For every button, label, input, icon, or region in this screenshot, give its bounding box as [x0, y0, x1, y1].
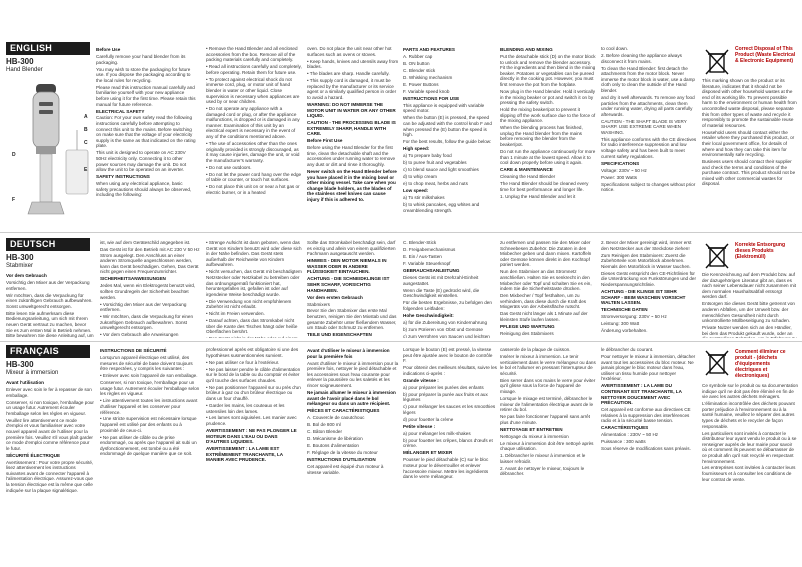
- en-eco-title: Correct Disposal of This Product (Waste Electrical & Electronic Equipment): [735, 46, 796, 64]
- paragraph: When the blending process has finished, unplug the Hand blender from the mains before removing the blender from the beaker/pot.: [500, 125, 583, 148]
- paragraph: • Lire attentivement toutes les instructions avant d'utiliser l'appareil et les conserver pour référence.: [100, 398, 198, 415]
- paragraph: Entsorgen Sie dieses Gerät bitte getrennt von anderen Abfällen, um der Umwelt bzw. der menschlichen Gesundheit nicht durch unkontrollierte Müllbeseitigung zu schaden.: [702, 301, 795, 324]
- paragraph: Zum Reinigen des Stabmixers: Zuerst die Zubehörteile vom Motorblock abnehmen. Niemals den Motorblock in Wasser tauchen.: [601, 252, 691, 269]
- paragraph: Reinigung des Stabmixers: [500, 330, 554, 336]
- paragraph: zu entfernen und passen Sie den Mixer oder Schneebesen Zubehör. Die Zutaten in den Mixbecher geben und dann mixen. Kartoffeln oder Gemüse können direkt in den Kochtopf püriert werden.: [500, 240, 592, 268]
- paragraph: 2. Before cleaning the appliance always disconnect it from mains.: [601, 52, 682, 64]
- paragraph: a) für die Zubereitung von Kindernahrung: [403, 319, 488, 325]
- weee-bin-icon: [702, 46, 732, 76]
- section-heading: ELECTRICAL SAFETY: [96, 108, 145, 114]
- section-heading: INSTRUCTIONS D'UTILISATION: [307, 457, 376, 462]
- section-heading: AVERTISSEMENT : LA LAME EST EXTRÊMEMENT TRANCHANTE, LA MANIER AVEC PRUDENCE.: [206, 446, 283, 463]
- section-heading: Vor dem ersten Gebrauch: [307, 294, 363, 300]
- paragraph: Nettoyage du mixeur à immersion: [500, 433, 569, 439]
- de-column-8: [702, 272, 798, 338]
- paragraph: Stabmixers: [307, 301, 330, 307]
- product-name: Stabmixer: [6, 263, 34, 269]
- de-column-5: [403, 240, 497, 338]
- paragraph: • Ne pas laisser pendre le câble d'alimentation sur le bord de la table ou du comptoir et éviter qu'il touche des surfaces chaudes.: [206, 366, 301, 383]
- paragraph: Nun den Stabmixer an das Stromnetz anschließen. Halten Sie es senkrecht in den Mixbecher oder Topf und schalten Sie es ein, indem Sie die Sicherheitstaste drücken.: [500, 269, 592, 292]
- paragraph: Enlever avec soin le fer à repasser de son emballage.: [6, 386, 92, 398]
- section-heading: Never switch on the Hand Blender before you have placed it in the mixing bowl or other mixing vessel. Take care when you change blade holders, as the blades of the stainless steel knives can cause injury if this is adhered to.: [307, 169, 397, 202]
- paragraph: [206, 336, 302, 338]
- paragraph: 1. Débrancher le mixeur à immersion et le laisser refroidir.: [500, 453, 586, 464]
- section-francais: [0, 345, 802, 567]
- paragraph: L'élimination incontrôlée des déchets pouvant porter préjudice à l'environnement ou à la santé humaine, veuillez le séparer des autres types de déchets et le recycler de façon responsable.: [702, 401, 795, 429]
- paragraph: • Ne pas utiliser ce four à l'extérieur.: [206, 359, 280, 365]
- fr-eco-title: Comment éliminer ce produit - (déchets d'équipements électriques et électroniques): [735, 349, 786, 379]
- section-heading: WARNING: DO NOT IMMERSE THE MOTOR UNIT IN WATER OR ANY OTHER LIQUID.: [307, 101, 396, 119]
- paragraph: • Nicht im Freien verwenden.: [206, 311, 265, 317]
- section-heading: Vor dem Gebrauch: [6, 273, 47, 278]
- section-heading: Ne jamais allumer le mixeur à immersion avant de l'avoir placé dans le bol mélangeur ou dans un autre récipient.: [307, 389, 396, 407]
- paragraph: Voltage: 230V ~ 50 Hz: [601, 167, 647, 173]
- paragraph: • The use of accessories other than the ones originally provided is strongly discouraged, as it may cause injuries, damage the unit, or void the manufacturer's warranty.: [206, 141, 300, 163]
- weee-bin-icon: [702, 240, 732, 270]
- paragraph: • Do not use outdoors.: [206, 164, 252, 170]
- paragraph: Sollte das Stromkabel beschädigt sein, darf es einzig und allein von einem qualifizierten Fachmann ausgetauscht werden.: [307, 240, 396, 257]
- product-name: Hand Blender: [6, 67, 43, 73]
- paragraph: Ce symbole sur le produit ou sa documentation indique qu'il ne doit pas être éliminé en fin de vie avec les autres déchets ménagers.: [702, 383, 798, 400]
- section-heading: ACHTUNG - DIE KLINGE IST SEHR SCHARF - BEIM WASCHEN VORSICHT WALTEN LASSEN.: [601, 288, 686, 306]
- paragraph: Das Gerät nicht länger als 1 Minute auf der kleinsten Stufe laufen lassen.: [500, 311, 588, 322]
- part-label-d: D: [12, 152, 16, 158]
- paragraph: c) to blend sauce and light smoothies: [403, 167, 479, 173]
- paragraph: Les entreprises sont invitées à contacter leurs fournisseurs et à consulter les conditions de leur contrat de vente.: [702, 465, 796, 482]
- section-heading: CAUTION - THE PROCESSING BLADE IS EXTREMELY SHARP, HANDLE WITH CARE.: [307, 120, 396, 137]
- paragraph: Cet appareil est équipé d'un moteur à vitesse variable.: [307, 463, 384, 475]
- paragraph: Alimentation : 230V ~ 50 Hz: [601, 432, 659, 438]
- fr-column-3: [206, 347, 302, 565]
- hand-blender-illustration: [6, 80, 94, 230]
- paragraph: F. Réglage de la vitesse du moteur: [307, 450, 378, 456]
- fr-column-8: [702, 383, 798, 565]
- paragraph: Bitte lesen Sie aufmerksam diese Bedienungsanleitung, um sich mit Ihrem neuen Gerät vertraut zu machen, bevor Sie es zum ersten Mal in Betrieb nehmen. Bitte bewahren Sie diese Anleitung auf, um: [6, 310, 94, 338]
- fr-column-5: [403, 347, 497, 565]
- paragraph: • Enlever avec soin l'appareil de son emballage.: [100, 373, 198, 379]
- paragraph: This appliance conforms with the CE directives for radio interference suppression and low voltage safety and has been built to meet current safety regulations.: [601, 136, 697, 159]
- paragraph: Puissance : 300 watts: [601, 439, 646, 445]
- paragraph: Before using the Hand Blender for the first time, clean the detachable shaft and the accessories under running water to remove any dust or dirt and rinse it thoroughly.: [307, 145, 396, 168]
- de-column-7: [601, 240, 697, 338]
- paragraph: Conserver, si non toxique, l'emballage pour un usage futur. Autrement écouler l'emballage selon les règles en vigueur.: [6, 399, 94, 416]
- paragraph: Business users should contact their supplier and check the terms and conditions of the purchase contract. This product should not be mixed with other commercial wastes for disposal.: [702, 159, 796, 187]
- paragraph: Private Nutzer wenden sich an den Händler, bei dem das Produkt gekauft wurde, oder an: [702, 325, 793, 336]
- paragraph: Wenn die Taste (E) gedrückt wird, die Geschwindigkeit einstellen.: [403, 287, 480, 299]
- en-column-6: [601, 46, 697, 226]
- section-heading: PARTS AND FEATURES: [403, 47, 455, 52]
- fr-column-7: [601, 347, 697, 565]
- paragraph: Leistung: 300 Watt: [601, 321, 640, 327]
- section-heading: BLENDING AND MIXING: [500, 47, 553, 52]
- paragraph: Pour obtenir des meilleurs résultats, suivre les indications ci-après :: [403, 365, 497, 376]
- section-heading: TEILE UND EIGENSCHAFTEN: [307, 332, 372, 338]
- paragraph: Wir möchten, dass die Verpackung für einen zukünftigen Gebrauch aufbewahren. Sonst umweltgerecht entsorgen.: [6, 292, 93, 309]
- paragraph: To clean the Hand Blender: first detach the attachments from the motor block. Never immerse the motor block in water, use a damp cloth only to clean the outside of the Hand blender.: [601, 65, 695, 93]
- paragraph: This marking shown on the product or its literature, indicates that it should not be disposed with other household wastes at the end of its working life. To prevent possible harm to the environment or human health from uncontrolled waste disposal, please separate this from other types of waste and recycle it responsibly to promote the sustainable reuse of material resources.: [702, 78, 797, 128]
- section-heading: Avant l'utilisation: [6, 380, 44, 385]
- en-eco-title-wrap: [735, 46, 797, 76]
- paragraph: Pour nettoyer le mixeur à immersion, détacher avant tout les accessoires du bloc moteur. Ne jamais plonger le bloc moteur dans l'eau, utiliser un tissu humide pour nettoyer l'extérieur.: [601, 353, 696, 382]
- paragraph: b) pour préparer la purée aux fruits et aux légumes: [403, 391, 488, 403]
- paragraph: D. Mécanisme de libération: [307, 436, 363, 442]
- paragraph: Den Mixbecher / Topf festhalten, um zu verhindern, dass diese durch die Kraft des Mixgeräts von der Arbeitsfläche rutscht.: [500, 293, 587, 310]
- model-number: HB-300: [6, 253, 34, 262]
- paragraph: E. Power Buttons: [403, 81, 439, 87]
- paragraph: oven. Do not place the unit near other hot surfaces such as ovens or stoves.: [307, 46, 392, 57]
- section-heading: Low speed:: [403, 188, 429, 194]
- paragraph: Veuillez lire attentivement ce mode d'emploi et vous familiariser avec votre nouvel appareil avant de l'utiliser pour la première fois. Veuillez s'il vous plaît garder ce mode d'emploi comme référence pour le futur.: [6, 417, 93, 451]
- paragraph: This appliance is equipped with variable speed motor.: [403, 102, 485, 114]
- paragraph: • Strenge Aufsicht ist dann geboten, wenn das Gerät von Kindern benutzt wird oder diese sich in der Nähe befinden. Das Gerät stets außerhalb der Reichweite von Kindern aufbewahren.: [206, 240, 302, 268]
- en-column-5: [500, 46, 596, 226]
- section-heading: Before Use: [96, 47, 121, 52]
- model-number: HB-300: [6, 57, 34, 66]
- paragraph: Specifications subject to changes without prior notice.: [601, 181, 696, 193]
- paragraph: When using any electrical appliance, basic safety precautions should always be observed, including the following:: [96, 181, 192, 198]
- section-heading: GEBRAUCHSANLEITUNG: [403, 267, 460, 273]
- de-column-4: [307, 240, 399, 338]
- paragraph: and dry it well afterwards. To remove any food particles from the attachments, clean them under running water, drying all parts carefully afterwards.: [601, 94, 695, 117]
- en-column-4: [403, 46, 497, 226]
- section-english: [0, 42, 802, 227]
- paragraph: Caution: For your own safety read the following instructions carefully before attempting to connect this unit to the mains. Before switching on make sure that the voltage of your electricity supply is the same as that indicated on the rating plate.: [96, 115, 196, 149]
- model-number: HB-300: [6, 360, 34, 369]
- part-label-e: E: [84, 167, 88, 173]
- de-column-3: [206, 240, 302, 338]
- paragraph: E. Ein / Aus-Tasten: [403, 253, 442, 259]
- paragraph: The Hand Blender should be cleaned every time for best performance and longer life.: [500, 181, 589, 192]
- paragraph: Pousser le pied détachable (C) sur le bloc moteur pour le déverrouiller et enlever l'accessoire mixeur. Mettre les ingrédients dans le verre mélangeur.: [403, 457, 489, 480]
- section-heading: Grande vitesse :: [403, 377, 439, 383]
- section-heading: Hohe Geschwindigkeit:: [403, 312, 454, 318]
- paragraph: e) to chop meat, herbs and nuts: [403, 181, 468, 187]
- paragraph: b) to puree fruit and vegetables: [403, 160, 467, 166]
- paragraph: Les particuliers sont invités à contacter le distributeur leur ayant vendu le produit ou à se renseigner auprès de leur mairie pour savoir où et comment ils peuvent se débarrasser de ce produit afin qu'il soit recyclé en respectant l'environnement.: [702, 430, 797, 464]
- paragraph: B. Bol de 800 ml: [307, 422, 341, 428]
- paragraph: Vorsichtig den Mixer aus der Verpackung entfernen.: [6, 279, 90, 291]
- fr-column-4: [307, 347, 399, 565]
- paragraph: When the button (E) is pressed, the speed can be adjusted with the control knob F and when pressed the (E) button the speed is high.: [403, 115, 492, 138]
- paragraph: • Wir möchten, dass die Verpackung für einen zukünftigen Gebrauch aufbewahren. Sonst umweltgerecht entsorgen.: [100, 314, 194, 331]
- paragraph: • Ne pas utiliser de câble ou de prise endommagé, ou après que l'appareil ait subi un dysfonctionnement, est tombé ou a été endommagé de quelque manière que ce soit.: [100, 434, 197, 457]
- paragraph: A. Couvercle de caoutchouc: [307, 415, 365, 421]
- fr-column-6: [500, 347, 596, 565]
- paragraph: • Garder les mains, les couteaux et les ustensiles loin des lames.: [206, 402, 285, 414]
- divider: [0, 341, 802, 342]
- paragraph: b) to whisk pancakes, egg whites and creamblending strength.: [403, 202, 480, 213]
- section-heading: CARACTÉRISTIQUES: [601, 425, 649, 431]
- de-column-1: [6, 272, 94, 338]
- paragraph: professionnel après est obligatoire si une des hypothèses susmentionnées survient.: [206, 347, 299, 358]
- paragraph: Carefully remove your hand blender from its packaging.: [96, 53, 186, 65]
- paragraph: Bien serrer dans vos mains le verre pour éviter qu'il glisse sous la force de l'appareil de mixage.: [500, 377, 596, 394]
- section-heading: AVERTISSEMENT : NE PAS PLONGER LE MOTEUR DANS L'EAU OU DANS D'AUTRES LIQUIDES.: [206, 428, 297, 445]
- paragraph: • This supply cord is damaged, it must be replaced by the manufacturer or its service agent or a similarly qualified person in order to avoid a hazard.: [307, 78, 397, 100]
- paragraph: Lorsqu'un appareil électrique est utilisé, des mesures de sécurité de base doivent toujours être respectées, y compris les suivantes :: [100, 354, 193, 372]
- section-heading: INSTRUCTIONS DE SÉCURITÉ: [100, 348, 167, 353]
- paragraph: You may wish to store the packaging for future use. If you dispose the packaging according to the local rules for recycling.: [96, 66, 191, 83]
- paragraph: Die Kennzeichnung auf dem Produkt bzw. auf der dazugehörigen Literatur gibt an, dass es nach seiner Lebensdauer nicht zusammen mit dem normalen Haushaltsabfall entsorgt werden darf.: [702, 272, 796, 300]
- paragraph: Für die besten Ergebnisse, zu befolgen den folgenden Leitfaden:: [403, 300, 492, 311]
- paragraph: c) zum Verrühren von Saucen und leichten: [403, 333, 490, 338]
- paragraph: b) pour fouetter les crêpes, blancs d'œufs et crème.: [403, 437, 493, 449]
- paragraph: Lorsque le mixage est terminé, débrancher le mixeur de l'alimentation électrique avant de le retirer du bol.: [500, 395, 594, 413]
- paragraph: • Une stricte supervision est nécessaire lorsque l'appareil est utilisé par des enfants ou à proximité de ceux-ci.: [100, 416, 197, 433]
- part-label-a: A: [84, 114, 88, 120]
- paragraph: • Nicht versuchen, das Gerät mit beschädigtem Netzstecker oder Netzkabel zu betreiben oder das ordnungsgemäß funktioniert hat, heruntergefallen ist, gefallen ist oder auf irgendeine Weise beschädigt wurde.: [206, 269, 302, 297]
- paragraph: C. Blender-Stick: [403, 240, 437, 245]
- paragraph: • Vorsichtig den Mixer aus der Verpackung entfernen.: [100, 301, 187, 313]
- paragraph: Cleaning the Hand Blender: [500, 174, 556, 180]
- paragraph: 2. Bevor der Mixer gereinigt wird, immer erst den Netzstecker aus der Steckdose ziehen!: [601, 240, 692, 251]
- paragraph: a) pour préparer les purées des enfants: [403, 384, 484, 390]
- paragraph: Le mixeur à immersion doit être nettoyé après chaque utilisation.: [500, 440, 594, 452]
- paragraph: Bevor Sie den Stabmixer das erste Mal benutzen, reinigen Sie den Mixstab und das gesamte Zubehör unter fließendem Wasser, um Staub oder Schmutz zu entfernen.: [307, 308, 397, 331]
- paragraph: • Do not operate any appliance with a damaged cord or plug, or after the appliance malfunctions, is dropped or is damaged in any manner. Examination of this unit by an electrical expert is necessary in the event of any of the conditions mentioned above.: [206, 106, 300, 140]
- paragraph: Das Gerät ist für den Betrieb mit AC 230 V 50 Hz Strom ausgelegt. Den Anschluss an einer anderen Stromquelle angeschlossen werden, kann das Gerät beschädigen. Gehen, Das Gerät nicht gegen einen Frequenzumrichter.: [100, 246, 200, 275]
- part-label-c: C: [84, 140, 88, 146]
- section-heading: INSTRUCTIONS FOR USE: [403, 95, 460, 101]
- section-heading: SAFETY INSTRUCTIONS: [96, 174, 150, 180]
- part-label-f: F: [12, 197, 16, 203]
- en-column-3: [307, 46, 399, 226]
- paragraph: A. Rubber cap: [403, 53, 433, 59]
- de-eco-title: Korrekte Entsorgung dieses Produkts (Elektromüll): [735, 242, 786, 260]
- paragraph: casserole de la plaque de cuisson.: [500, 347, 571, 352]
- paragraph: D. Freigabemechanismus: [403, 246, 456, 252]
- paragraph: • Do not let the power cord hang over the edge of table or counter, or touch hot surfaces.: [206, 171, 302, 183]
- paragraph: d) pour fouetter la crème: [403, 416, 454, 422]
- product-name: Mixeur à immersion: [6, 370, 59, 376]
- paragraph: 2. Avant de nettoyer le mixeur, toujours le débrancher.: [500, 465, 585, 477]
- paragraph: a) To stir milkshakes: [403, 195, 445, 201]
- section-heading: HINWEIS - DEN MOTOR NIEMALS IN WASSER ODER IN ANDERE FLÜSSIGKEIT EINTAUCHEN.: [307, 258, 387, 275]
- paragraph: Dieses Gerät ist mit Drehzahl-Einheit ausgestattet.: [403, 274, 479, 286]
- paragraph: For the best results, follow the guide below:: [403, 139, 492, 145]
- paragraph: • Darauf achten, dass das Stromkabel nicht über die Kante des Tisches hängt oder heiße Oberflächen berührt.: [206, 318, 298, 335]
- language-heading: ENGLISH: [6, 42, 90, 55]
- paragraph: Now plug in the Hand blender. Hold it vertically in the mixing beaker or pot and switch it on by pressing the safety switch.: [500, 88, 595, 106]
- paragraph: • To protect against electrical shock do not immerse cord, plug, or motor unit of hand blender in water or other liquid. Close supervision is necessary when appliances are used by or near children.: [206, 76, 300, 105]
- paragraph: Dieses Gerät entspricht den CE-Richtlinien für die Unterdrückung von Funkstörungen und der Niederspannungsrichtlinie.: [601, 270, 696, 287]
- weee-bin-icon: [702, 347, 732, 377]
- paragraph: Änderung vorbehalten.: [601, 328, 648, 334]
- paragraph: to cool down.: [601, 46, 629, 51]
- section-heading: Petite vitesse :: [403, 423, 436, 429]
- paragraph: Do not run the appliance continuously for more than 1 minute at the lowest speed. Allow it to cool down properly before using it again.: [500, 149, 596, 166]
- paragraph: Put the detachable stick (D) on the motor block to unlock and remove the blender accessory. Fit the ingredients and then blend in the mixing beaker. Potatoes or vegetables can be pureed directly in the cooking pot. However, you must first remove the pot from the hotplate.: [500, 53, 596, 87]
- section-heading: ACHTUNG - DIE SCHNEIDKLINGE IST SEHR SCHARF, VORSICHTIG HANDHABEN.: [307, 276, 390, 293]
- paragraph: Avertissement : Pour votre propre sécurité, lisez attentivement les instructions suivantes avant de connecter l'appareil à l'alimentation électrique. Assurez-vous que la tension électrique est la même que celle indiquée sur la plaque signalétique.: [6, 459, 94, 493]
- paragraph: • Read all instructions carefully and completely, before operating. Retain them for future use.: [206, 64, 302, 75]
- paragraph: le débrancher du courant.: [601, 347, 654, 352]
- paragraph: Insérer le mixeur à immersion. Le tenir verticalement dans le verre mélangeur ou dans le bol et l'allumer en pressant l'interrupteur de sécurité.: [500, 353, 596, 376]
- section-heading: SPECIFICATIONS: [601, 160, 640, 166]
- en-column-1: [96, 46, 196, 226]
- paragraph: • Die Verwendung von nicht empfohlenem Zubehör ist nicht erlaubt.: [206, 298, 292, 310]
- paragraph: • Ne pas positionner l'appareil sur ou près d'un brûleur à gaz ou d'un brûleur électrique ou dans un four chauffé.: [206, 384, 301, 401]
- section-heading: TECHNISCHE DATEN: [601, 307, 648, 313]
- de-column-2: [100, 240, 200, 338]
- section-deutsch: [0, 238, 802, 338]
- section-heading: SICHERHEITSANWEISUNGEN: [100, 276, 166, 282]
- paragraph: b) zum Pürieren von Obst und Gemüse: [403, 326, 483, 332]
- paragraph: Sous réserve de modifications sans préavis.: [601, 446, 691, 452]
- section-heading: PFLEGE UND WARTUNG: [500, 323, 555, 329]
- paragraph: ist, wie auf dem Geräteschild angegeben ist.: [100, 240, 191, 245]
- divider: [0, 232, 802, 233]
- paragraph: a) pour mélanger les milk-shakes: [403, 430, 471, 436]
- paragraph: Please read this instruction manual carefully and familiarise yourself with your new appliance before using it for the first time. Please retain this manual for future reference.: [96, 84, 196, 107]
- section-heading: PIÈCES ET CARACTÉRISTIQUES: [307, 408, 380, 414]
- paragraph: • Les lames sont aiguisées. Les manier avec prudence.: [206, 415, 297, 427]
- paragraph: Lorsque le bouton (E) est pressé, la vitesse peut être ajustée avec le bouton de contrôle F.: [403, 347, 493, 364]
- section-heading: NETTOYAGE ET ENTRETIEN: [500, 426, 563, 432]
- paragraph: Conserver, si non toxique, l'emballage pour un usage futur. Autrement écouler l'emballage selon les règles en vigueur.: [100, 380, 200, 397]
- paragraph: Household users should contact either the retailer where they purchased this product, or their local government office, for details of where and how they can take this item for environmentally safe recycling.: [702, 129, 795, 158]
- paragraph: Jedes Mal, wenn ein Elektrogerät benutzt wird, sollten Grundregeln der Sicherheit beachtet werden.: [100, 283, 196, 300]
- de-eco-title-wrap: [735, 242, 797, 266]
- en-column-7: [702, 78, 798, 226]
- paragraph: d) to whip cream: [403, 174, 437, 180]
- paragraph: E. Boutons d'alimentation: [307, 443, 359, 449]
- fr-eco-title-wrap: [735, 349, 797, 381]
- paragraph: CAUTION - THE SHAFT BLADE IS VERY SHARP. USE EXTREME CARE WHEN WASHING.: [601, 118, 687, 135]
- paragraph: Ne pas faire fonctionner l'appareil sans arrêt plus d'une minute.: [500, 414, 590, 425]
- paragraph: Avant d'utiliser le mixeur à immersion pour la première fois, nettoyer le pied détachable et les accessoires sous l'eau courante pour enlever la poussière ou les saletés et les rincer soigneusement.: [307, 360, 399, 388]
- paragraph: • Vor dem Gebrauch alle Anweisungen: [100, 332, 179, 338]
- language-heading: DEUTSCH: [6, 238, 90, 251]
- paragraph: F. Variable speed knob: [403, 88, 450, 94]
- section-heading: Before First Use: [307, 138, 343, 144]
- de-column-6: [500, 240, 596, 338]
- en-column-2: [206, 46, 302, 226]
- paragraph: 1. Unplug the Hand Blender and let it: [500, 193, 576, 199]
- paragraph: This unit is designed to operate on AC 230V 50Hz electricity only. Connecting it to other power sources may damage the unit. Do not allow the unit to be operated on an inverter.: [96, 150, 187, 173]
- paragraph: F. Variable Steuerknopf: [403, 260, 451, 266]
- paragraph: C. Bâton Blender: [307, 429, 342, 435]
- fr-column-1: [6, 379, 94, 565]
- section-heading: MÉLANGER ET MIXER: [403, 450, 453, 456]
- paragraph: Hold the mixing beaker/pot to prevent it slipping off the work surface due to the force of the mixing appliance.: [500, 107, 596, 124]
- section-heading: SÉCURITÉ ÉLECTRIQUE: [6, 452, 61, 458]
- fr-column-2: [100, 347, 200, 565]
- section-heading: AVERTISSEMENT : LA LAME DU CONTENANT EST TRANCHANTE, LA NETTOYER DOUCEMENT AVEC PRÉCAUTION.: [601, 383, 682, 406]
- paragraph: c) pour mélanger les sauces et les smoothies légers: [403, 404, 496, 415]
- paragraph: B. ON button: [403, 60, 430, 66]
- paragraph: • The blades are sharp. Handle carefully.: [307, 71, 390, 77]
- paragraph: Power: 300 Watts: [601, 174, 638, 180]
- section-heading: CARE & MAINTENANCE: [500, 167, 553, 173]
- paragraph: • Keep hands, knives and utensils away from blades.: [307, 58, 399, 70]
- paragraph: a) To prepare baby food: [403, 153, 452, 159]
- part-label-b: B: [84, 127, 88, 133]
- section-heading: High speed:: [403, 146, 430, 152]
- paragraph: • Remove the Hand Blender and all enclosed accessories from the box. Remove all of the packing materials carefully and completely.: [206, 46, 298, 63]
- language-heading: FRANÇAIS: [6, 345, 90, 358]
- paragraph: C. Blender stick: [403, 67, 436, 73]
- paragraph: Stromversorgung: 230V ~ 50 Hz: [601, 314, 667, 320]
- section-heading: Avant d'utiliser le mixeur à immersion pour la première fois: [307, 348, 390, 359]
- paragraph: D. Whisking mechanism: [403, 74, 453, 80]
- paragraph: • Do not place this unit on or near a hot gas or electric burner, or in a heated: [206, 184, 300, 195]
- paragraph: Cet appareil est conforme aux directives CE relatives à la suppression des interférences radio et à la sécurité basse tension.: [601, 407, 691, 424]
